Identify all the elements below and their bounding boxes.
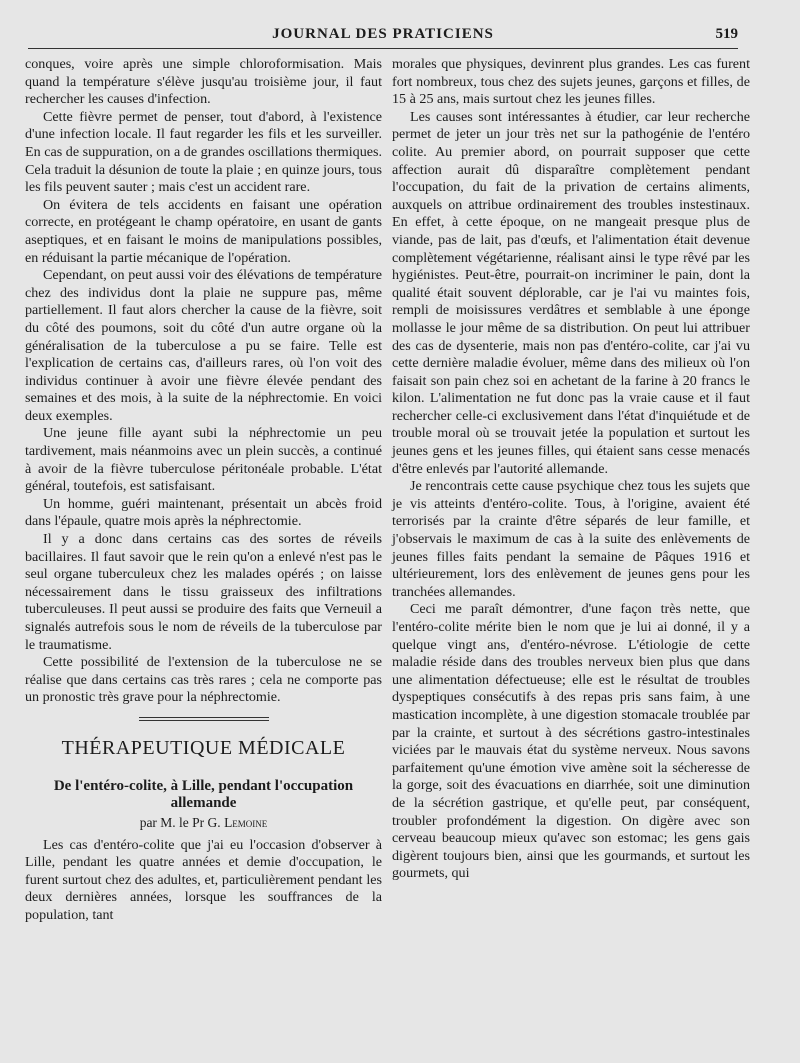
article-byline bbox=[25, 814, 382, 832]
paragraph: conques, voire après une simple chloroformisation. Mais quand la température s'élève jusqu'au troisième jour, il faut rechercher les causes d'infection. bbox=[25, 56, 382, 108]
paragraph: Je rencontrais cette cause psychique chez tous les sujets que je vis atteints d'entéro-colite. Tous, à l'origine, avaient été terrorisés par la crainte d'être séparés de leur famille, et j'observais le maximum de cas à la suite des enlèvements de jeunes filles faits pendant la semaine de Pâques 1916 et ultérieurement, lors des enlèvement de jeunes gens pour les tranchées allemandes. bbox=[392, 478, 750, 600]
left-column bbox=[25, 56, 382, 925]
paragraph: Cette fièvre permet de penser, tout d'abord, à l'existence d'une infection locale. Il faut regarder les fils et les surveiller. En cas de suppuration, on a de grandes oscillations thermiques. Cela traduit la désunion de toute la plaie ; en quinze jours, tous les fils peuvent sauter ; mais c'est un accident rare. bbox=[25, 108, 382, 196]
paragraph: Les cas d'entéro-colite que j'ai eu l'occasion d'observer à Lille, pendant les quatre années et demie d'occupation, le furent surtout chez des adultes, et, particulièrement pendant les deux dernières années, lorsque les souffrances de la population, tant bbox=[25, 836, 382, 923]
paragraph: Une jeune fille ayant subi la néphrectomie un peu tardivement, mais néanmoins avec un plein succès, a continué à avoir de la fièvre tuberculose péritonéale probable. L'état général, toutefois, est satisfaisant. bbox=[25, 425, 382, 495]
author-name: Lemoine bbox=[224, 814, 268, 830]
paragraph: Cependant, on peut aussi voir des élévations de température chez des individus dont la plaie ne suppure pas, même partiellement. Il faut alors chercher la cause de la fièvre, soit du côté des poumons, soit du côté d'un autre organe où la généralisation de la tuberculose a pu se faire. Telle est l'explication de certains cas, d'ailleurs rares, où l'on voit des individus continuer à avoir une fièvre élevée pendant des semaines et des mois, à la suite de la néphrectomie. En voici deux exemples. bbox=[25, 267, 382, 424]
right-column bbox=[392, 56, 750, 883]
paragraph: Cette possibilité de l'extension de la tuberculose ne se réalise que dans certains cas très rares ; cela ne comporte pas un pronostic très grave pour la néphrectomie. bbox=[25, 654, 382, 706]
page-header bbox=[28, 24, 738, 49]
paragraph: Ceci me paraît démontrer, d'une façon très nette, que l'entéro-colite mérite bien le nom que je lui ai donné, il y a quelque vingt ans, d'entéro-névrose. L'étiologie de cette maladie réside dans des troubles nerveux bien plus que dans une alimentation défectueuse; elle est le résultat de troubles dyspeptiques consécutifs à des repas pris sans faim, à une mastication incomplète, à une digestion stomacale troublée par par la crainte, et surtout à des sécrétions gastro-intestinales viciées par le mauvais état du système nerveux. Nous savons parfaitement qu'une émotion vive amène soit la sécheresse de la gorge, soit des évacuations en diarrhée, soit une diminution de la sécrétion gastrique, et qu'elle peut, par conséquent, troubler profondément la digestion. On digère avec son cerveau beaucoup mieux qu'avec son estomac; les gens gais digèrent toujours bien, ainsi que les gourmands, et surtout les gourmets, qui bbox=[392, 601, 750, 882]
page-number: 519 bbox=[715, 26, 738, 42]
paragraph: On évitera de tels accidents en faisant une opération correcte, en protégeant le champ opératoire, en usant de gants aseptiques, et en faisant le moins de manipulations possibles, en réduisant la partie mécanique de l'opération. bbox=[25, 196, 382, 266]
paragraph: Les causes sont intéressantes à étudier, car leur recherche permet de jeter un jour très net sur la pathogénie de l'entéro colite. Au premier abord, on pourrait supposer que cette affection aurait dû disparaître complètement pendant l'occupation, du fait de la privation de certains aliments, auxquels on attribue ordinairement des troubles instestinaux. En effet, à cette époque, on ne mangeait presque plus de viande, pas de lait, pas d'œufs, et l'alimentation était devenue complètement végétarienne, réalisant ainsi le type rêvé par les hygiénistes. Peut-être, pourrait-on incriminer le pain, dont la qualité était souvent déplorable, car je l'ai vu maintes fois, rempli de moisissures verdâtres et semblable à une éponge mollasse le jour même de sa distribution. On peut lui attribuer des cas de dysenterie, mais non pas d'entéro-colite, car j'ai vu cette dernière maladie évoluer, même dans des milieux où l'on faisait son pain chez soi en achetant de la farine à 20 francs le kilon. L'alimentation ne fut donc pas la vraie cause et il faut rechercher celle-ci exclusivement dans l'état d'inquiétude et de trouble moral où se trouvait jetée la population et surtout les jeunes gens et les jeunes filles, qui étaient sans cesse menacés d'être enlevés par l'autorité allemande. bbox=[392, 108, 750, 477]
section-title: THÉRAPEUTIQUE MÉDICALE bbox=[61, 736, 346, 759]
paragraph: Il y a donc dans certains cas des sortes de réveils bacillaires. Il faut savoir que le rein qu'on a enlevé n'est pas le seul organe tuberculeux chez les malades opérés ; on laisse nécessairement dans le tissu graisseux des infiltrations tuberculeuses. Il peut aussi se produire des faits que Verneuil a signalés autrefois sous le nom de réveils de la tuberculose par le traumatisme. bbox=[25, 531, 382, 653]
paragraph: Un homme, guéri maintenant, présentait un abcès froid dans l'épaule, quatre mois après la néphrectomie. bbox=[25, 495, 382, 530]
journal-title: JOURNAL DES PRATICIENS bbox=[272, 26, 494, 42]
paragraph: morales que physiques, devinrent plus grandes. Les cas furent fort nombreux, tous chez des sujets jeunes, garçons et filles, de 15 à 25 ans, mais surtout chez les jeunes filles. bbox=[392, 56, 750, 108]
byline-prefix: par M. le Pr G. bbox=[139, 814, 221, 830]
article-title: De l'entéro-colite, à Lille, pendant l'occupation allemande bbox=[53, 777, 354, 812]
section-divider bbox=[139, 717, 269, 721]
